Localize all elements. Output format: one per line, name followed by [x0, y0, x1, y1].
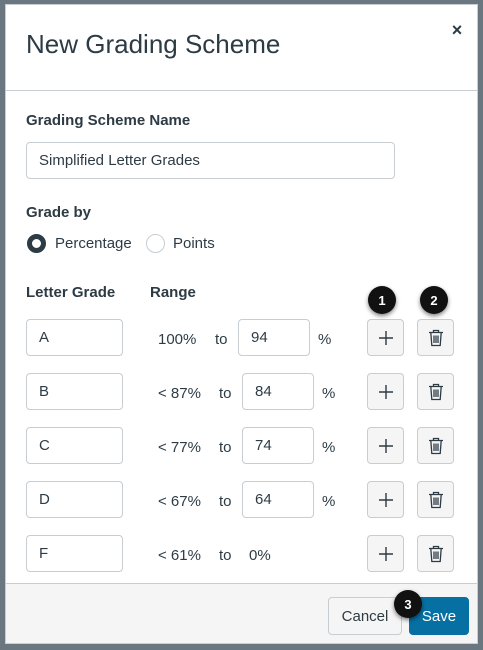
trash-icon: [428, 491, 444, 509]
range-min: 0%: [249, 547, 271, 564]
range-to-label: to: [219, 493, 232, 510]
delete-row-button[interactable]: [417, 373, 454, 410]
range-min-input[interactable]: [238, 319, 310, 356]
letter-grade-header: Letter Grade: [26, 284, 116, 301]
percent-label: %: [322, 439, 336, 456]
trash-icon: [428, 329, 444, 347]
grade-letter-input[interactable]: [26, 373, 123, 410]
range-min-input[interactable]: [242, 373, 314, 410]
percent-label: %: [322, 385, 336, 402]
save-button[interactable]: Save: [409, 597, 469, 635]
plus-icon: [378, 492, 394, 508]
radio-percentage[interactable]: [27, 234, 46, 253]
range-max: 100%: [158, 331, 197, 348]
grade-letter-input[interactable]: [26, 427, 123, 464]
add-row-button[interactable]: [367, 481, 404, 518]
range-max: < 61%: [158, 547, 201, 564]
range-max: < 77%: [158, 439, 201, 456]
plus-icon: [378, 384, 394, 400]
plus-icon: [378, 546, 394, 562]
callout-badge-1: 1: [368, 286, 396, 314]
callout-badge-3: 3: [394, 590, 422, 618]
trash-icon: [428, 383, 444, 401]
grade-letter-input[interactable]: [26, 319, 123, 356]
cancel-button[interactable]: Cancel: [328, 597, 402, 635]
range-min-input[interactable]: [242, 427, 314, 464]
percent-label: %: [318, 331, 332, 348]
range-to-label: to: [219, 547, 232, 564]
grade-letter-input[interactable]: [26, 535, 123, 572]
add-row-button[interactable]: [367, 373, 404, 410]
scheme-name-input[interactable]: [26, 142, 395, 179]
trash-icon: [428, 545, 444, 563]
callout-badge-2: 2: [420, 286, 448, 314]
range-min-input[interactable]: [242, 481, 314, 518]
range-max: < 67%: [158, 493, 201, 510]
add-row-button[interactable]: [367, 535, 404, 572]
plus-icon: [378, 438, 394, 454]
range-to-label: to: [219, 385, 232, 402]
plus-icon: [378, 330, 394, 346]
radio-points-label[interactable]: Points: [173, 235, 215, 252]
delete-row-button[interactable]: [417, 427, 454, 464]
modal-header: [6, 5, 477, 91]
add-row-button[interactable]: [367, 427, 404, 464]
delete-row-button[interactable]: [417, 535, 454, 572]
add-row-button[interactable]: [367, 319, 404, 356]
close-icon[interactable]: ×: [451, 20, 463, 40]
scheme-name-label: Grading Scheme Name: [26, 112, 191, 129]
range-max: < 87%: [158, 385, 201, 402]
delete-row-button[interactable]: [417, 319, 454, 356]
percent-label: %: [322, 493, 336, 510]
delete-row-button[interactable]: [417, 481, 454, 518]
radio-percentage-label[interactable]: Percentage: [55, 235, 132, 252]
grade-letter-input[interactable]: [26, 481, 123, 518]
modal-title: New Grading Scheme: [26, 29, 281, 59]
range-to-label: to: [215, 331, 228, 348]
trash-icon: [428, 437, 444, 455]
radio-points[interactable]: [146, 234, 165, 253]
range-to-label: to: [219, 439, 232, 456]
range-header: Range: [150, 284, 196, 301]
grading-scheme-modal: [5, 4, 478, 644]
grade-by-label: Grade by: [26, 204, 92, 221]
